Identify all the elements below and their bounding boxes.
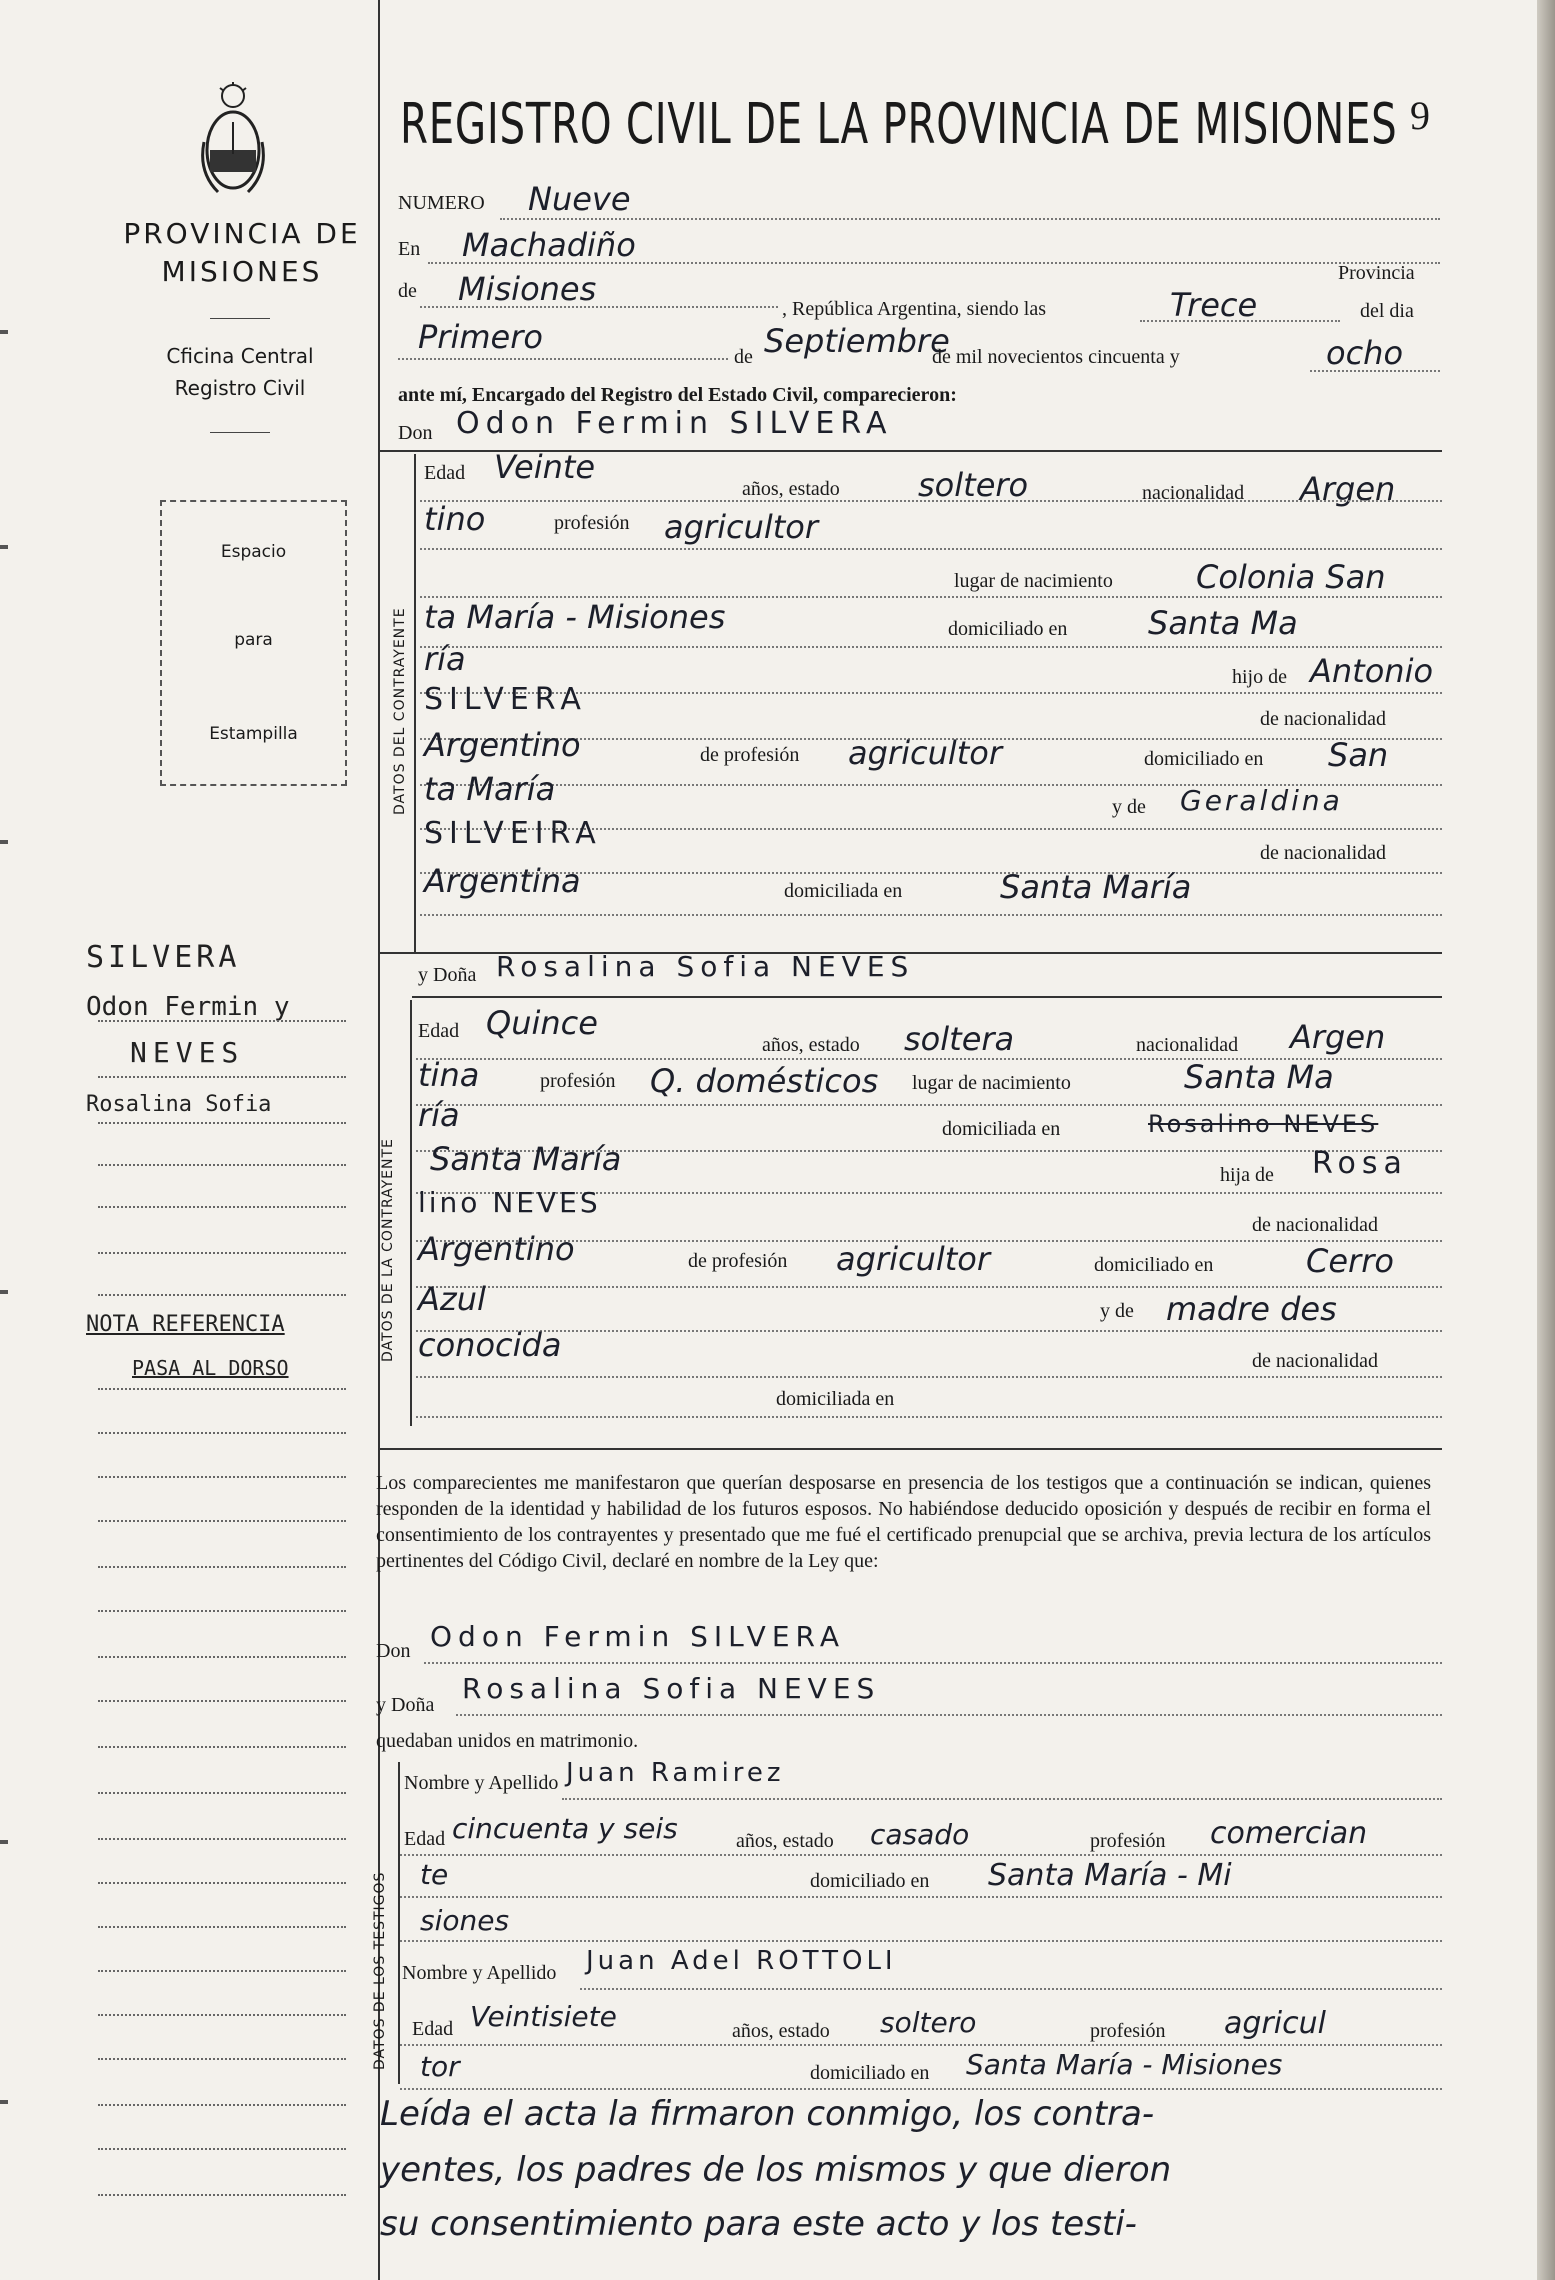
testigo1-edad-label: Edad [404,1828,446,1850]
testigo2-profesion-value-2: tor [420,2050,460,2083]
office-name: Cficina Central Registro Civil [166,344,314,400]
padre-nacionalidad-label: de nacionalidad [1260,708,1387,730]
padre-nacionalidad-value: Argentino [424,726,581,764]
closing-line-1: Leída el acta la firmaron conmigo, los contra- [380,2094,1155,2134]
testigo2-domicilio-label: domiciliado en [810,2062,930,2084]
testigo2-domicilio-value-1: Santa María - Misiones [966,2048,1283,2081]
divider [210,318,270,319]
padre2-nacionalidad-value: Argentino [418,1230,575,1268]
nacionalidad2-value-1: Argen [1290,1018,1386,1056]
de2-label: de [734,346,753,368]
book-binding [1537,0,1555,2280]
testigo1-profesion-value-2: te [420,1858,449,1891]
punch-hole [0,840,8,844]
page-number: 9 [1410,93,1430,138]
testigos-section-label: DATOS DE LOS TESTIGOS [372,1871,388,2070]
testigo2-edad-label: Edad [412,2018,454,2040]
side-names-1: Odon Fermin y [86,992,290,1022]
testigo1-profesion-value-1: comercian [1210,1816,1368,1851]
page-title: REGISTRO CIVIL DE LA PROVINCIA DE MISIONES [400,92,1398,157]
closing-line-2: yentes, los padres de los mismos y que dieron [380,2150,1172,2190]
decl-don-value: Odon Fermin SILVERA [430,1620,845,1653]
note-dorso: PASA AL DORSO [132,1356,289,1380]
madre-domicilio-value: Santa María [1000,868,1192,906]
side-names-2: Rosalina Sofia [86,1092,272,1117]
estado2-label: años, estado [762,1034,860,1056]
nacionalidad-label: nacionalidad [1142,482,1245,504]
decl-don-label: Don [376,1640,411,1662]
domiciliada-value: Santa María [430,1140,622,1178]
testigo1-nombre-label: Nombre y Apellido [404,1772,559,1794]
nacionalidad-value-1: Argen [1300,470,1396,508]
madre2-value-1: madre des [1166,1290,1337,1328]
side-surname-1: SILVERA [86,940,241,975]
padre-domicilio-label: domiciliado en [1144,748,1264,770]
stamp-box: Espacio para Estampilla [160,500,347,786]
nacionalidad2-label: nacionalidad [1136,1034,1239,1056]
testigo2-profesion-value-1: agricul [1224,2006,1326,2041]
padre-domicilio-value-2: ta María [424,770,556,808]
unidos-text: quedaban unidos en matrimonio. [376,1730,639,1752]
edad-value: Veinte [494,448,596,486]
contrayenta-section-label: DATOS DE LA CONTRAYENTE [380,1138,396,1362]
padre2-domicilio-value-2: Azul [418,1280,486,1318]
padre2-nacionalidad-label: de nacionalidad [1252,1214,1379,1236]
de-value: Misiones [458,270,597,308]
padre2-value-2: lino NEVES [418,1186,601,1219]
don-label: Don [398,422,433,444]
domiciliada-struck-value: Rosalino NEVES [1148,1110,1379,1138]
padre2-domicilio-label: domiciliado en [1094,1254,1214,1276]
padre2-value-1: Rosa [1312,1146,1408,1181]
punch-hole [0,1840,8,1844]
testigo2-edad-value: Veintisiete [470,2000,617,2033]
profesion-label: profesión [554,512,630,534]
contrayente-section-label: DATOS DEL CONTRAYENTE [392,607,408,815]
numero-value: Nueve [528,180,631,218]
padre2-profesion-label: de profesión [688,1250,788,1272]
testigo2-nombre-value: Juan Adel ROTTOLI [586,1946,897,1976]
decl-dona-label: y Doña [376,1694,435,1716]
testigo2-profesion-label: profesión [1090,2020,1166,2042]
declaration-text: Los comparecientes me manifestaron que querían desposarse en presencia de los testigos que a continuación se indican, quienes responden de la identidad y habilidad de los futuros esposos. No habiéndose deducido oposición y después de recibir en forma el consentimiento de los contrayentes y presentado que me fué el certificado prenupcial que se archiva, previa lectura de los artículos pertinentes del Código Civil, declaré en nombre de la Ley que: [376,1472,1431,1572]
madre-value-1: Geraldina [1180,784,1343,817]
lugar-value-1: Colonia San [1196,558,1386,596]
hora-value: Trece [1170,286,1258,324]
ante-label: ante mí, Encargado del Registro del Estado Civil, comparecieron: [398,384,957,406]
edad2-label: Edad [418,1020,460,1042]
edad2-value: Quince [486,1004,598,1042]
testigo2-estado-label: años, estado [732,2020,830,2042]
domiciliado-value-2: ría [424,640,466,678]
padre2-domicilio-value-1: Cerro [1306,1242,1394,1280]
testigo1-domicilio-label: domiciliado en [810,1870,930,1892]
del-dia-label: del dia [1360,300,1414,322]
numero-label: NUMERO [398,192,485,214]
madre-value-2: SILVEIRA [424,816,602,851]
testigo2-nombre-label: Nombre y Apellido [402,1962,557,1984]
domiciliada-label: domiciliada en [942,1118,1061,1140]
province-name: PROVINCIA DE MISIONES [123,217,361,288]
madre2-nacionalidad-label: de nacionalidad [1252,1350,1379,1372]
padre-value-2: SILVERA [424,682,587,717]
padre2-profesion-value: agricultor [836,1240,991,1278]
anio-label: de mil novecientos cincuenta y [932,346,1180,368]
de-label: de [398,280,417,302]
madre2-label: y de [1100,1300,1134,1322]
domiciliado-value-1: Santa Ma [1148,604,1298,642]
divider [210,432,270,433]
testigo1-profesion-label: profesión [1090,1830,1166,1852]
decl-dona-value: Rosalina Sofia NEVES [462,1672,881,1705]
en-value: Machadiño [462,226,636,264]
madre-nacionalidad-value: Argentina [424,862,581,900]
padre-profesion-label: de profesión [700,744,800,766]
estado-value: soltero [918,466,1029,504]
testigo1-estado-label: años, estado [736,1830,834,1852]
testigo1-edad-value: cincuenta y seis [452,1812,678,1845]
lugar2-value-1: Santa Ma [1184,1058,1334,1096]
nacionalidad2-value-2: tina [418,1056,480,1094]
punch-hole [0,545,8,549]
note-reference: NOTA REFERENCIA [86,1312,285,1337]
padre-value-1: Antonio [1310,652,1434,690]
lugar-label: lugar de nacimiento [954,570,1113,592]
republica-label: , República Argentina, siendo las [782,298,1047,320]
lugar2-value-2: ría [418,1096,460,1134]
testigo2-estado-value: soltero [880,2006,977,2039]
punch-hole [0,1290,8,1294]
coat-of-arms-icon [198,82,268,200]
contrayenta-name: Rosalina Sofia NEVES [496,950,915,983]
estado2-value: soltera [904,1020,1015,1058]
madre2-value-2: conocida [418,1326,562,1364]
contrayente-name: Odon Fermin SILVERA [456,406,893,441]
profesion-value: agricultor [664,508,819,546]
mes-value: Septiembre [764,322,950,360]
closing-line-3: su consentimiento para este acto y los testi- [380,2204,1137,2244]
madre2-domicilio-label: domiciliada en [776,1388,895,1410]
domiciliado-label: domiciliado en [948,618,1068,640]
madre-label: y de [1112,796,1146,818]
lugar2-label: lugar de nacimiento [912,1072,1071,1094]
testigo1-domicilio-value-1: Santa María - Mi [988,1858,1232,1893]
dia-value: Primero [418,318,543,356]
nacionalidad-value-2: tino [424,500,486,538]
lugar-value-2: ta María - Misiones [424,598,726,636]
testigo1-domicilio-value-2: siones [420,1904,510,1937]
estado-label: años, estado [742,478,840,500]
provincia-label: Provincia [1338,262,1415,284]
edad-label: Edad [424,462,466,484]
side-surname-2: NEVES [130,1036,245,1069]
madre-nacionalidad-label: de nacionalidad [1260,842,1387,864]
punch-hole [0,2100,8,2104]
en-label: En [398,238,421,260]
testigo1-estado-value: casado [870,1818,970,1851]
madre-domicilio-label: domiciliada en [784,880,903,902]
anio-value: ocho [1326,334,1404,372]
profesion2-value: Q. domésticos [650,1062,879,1100]
punch-hole [0,330,8,334]
padre-domicilio-value-1: San [1328,736,1389,774]
testigo1-nombre-value: Juan Ramirez [566,1758,785,1788]
profesion2-label: profesión [540,1070,616,1092]
hijo-label: hijo de [1232,666,1287,688]
dona-label: y Doña [418,964,477,986]
hija-label: hija de [1220,1164,1274,1186]
padre-profesion-value: agricultor [848,734,1003,772]
